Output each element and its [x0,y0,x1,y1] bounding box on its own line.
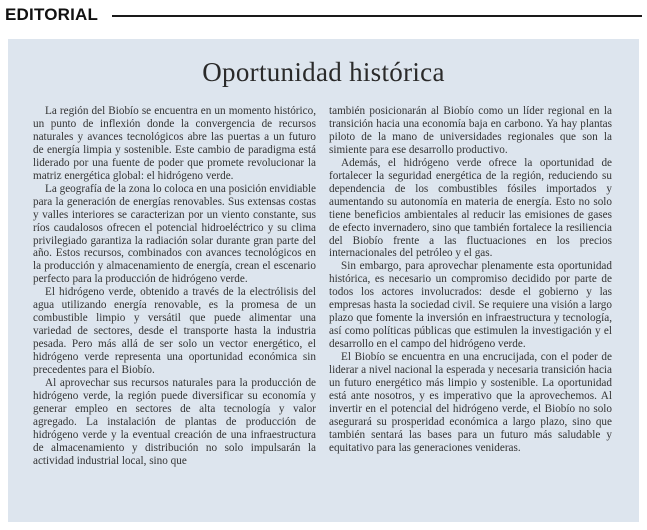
paragraph: La región del Biobío se encuentra en un momento histórico, un punto de inflexión donde la convergencia de recursos naturales y avances tecnológicos abre las puertas a un futuro de energía limpia y sostenible. Este cambio de paradigma está liderado por una fuente de poder que promete revolucionar la matriz energética global: el hidrógeno verde. [33,105,316,182]
article-column-right [329,105,612,455]
article-column-left [33,105,316,468]
paragraph: El hidrógeno verde, obtenido a través de la electrólisis del agua utilizando energía renovable, es la promesa de un combustible limpio y versátil que puede alimentar una variedad de sectores, desde el transporte hasta la industria pesada. Pero más allá de ser solo un vector energético, el hidrógeno verde representa una oportunidad económica sin precedentes para el Biobío. [33,286,316,377]
paragraph: La geografía de la zona lo coloca en una posición envidiable para la generación de energías renovables. Sus extensas costas y valles interiores se caracterizan por un viento constante, sus ríos caudalosos ofrecen el potencial hidroeléctrico y su clima privilegiado garantiza la radiación solar durante gran parte del año. Estos recursos, combinados con avances tecnológicos en la producción y almacenamiento de energía, crean el escenario perfecto para la producción de hidrógeno verde. [33,182,316,286]
editorial-panel [8,39,639,522]
section-header [0,0,647,30]
section-label: EDITORIAL [5,5,99,24]
header-rule [112,15,642,17]
paragraph: El Biobío se encuentra en una encrucijada, con el poder de liderar a nivel nacional la esperada y necesaria transición hacia un futuro energético más limpio y sostenible. La oportunidad está ante nosotros, y es imperativo que la aprovechemos. Al invertir en el potencial del hidrógeno verde, el Biobío no solo asegurará su prosperidad económica a largo plazo, sino que también sentará las bases para un futuro más saludable y equitativo para las generaciones venideras. [329,351,612,454]
paragraph: Sin embargo, para aprovechar plenamente esta oportunidad histórica, es necesario un compromiso decidido por parte de todos los actores involucrados: desde el gobierno y las empresas hasta la sociedad civil. Se requiere una visión a largo plazo que fomente la inversión en infraestructura y tecnología, así como políticas públicas que estimulen la investigación y el desarrollo en el campo del hidrógeno verde. [329,260,612,351]
paragraph: Al aprovechar sus recursos naturales para la producción de hidrógeno verde, la región puede diversificar su economía y generar empleo en sectores de alta tecnología y valor agregado. La instalación de plantas de producción de hidrógeno verde y la eventual creación de una infraestructura de almacenamiento y distribución no solo impulsarán la actividad industrial local, sino que [33,377,316,467]
paragraph-continued: también posicionarán al Biobío como un líder regional en la transición hacia una economía baja en carbono. Ya hay plantas piloto de la mano de universidades regionales que son la simiente para ese desarrollo productivo. [329,105,612,156]
paragraph: Además, el hidrógeno verde ofrece la oportunidad de fortalecer la seguridad energética de la región, reduciendo su dependencia de los combustibles fósiles importados y aumentando su autonomía en materia de energía. Esto no solo tiene beneficios ambientales al reducir las emisiones de gases de efecto invernadero, sino que también fortalece la resiliencia del Biobío frente a las fluctuaciones en los precios internacionales del petróleo y el gas. [329,156,612,260]
article-headline: Oportunidad histórica [202,57,445,87]
